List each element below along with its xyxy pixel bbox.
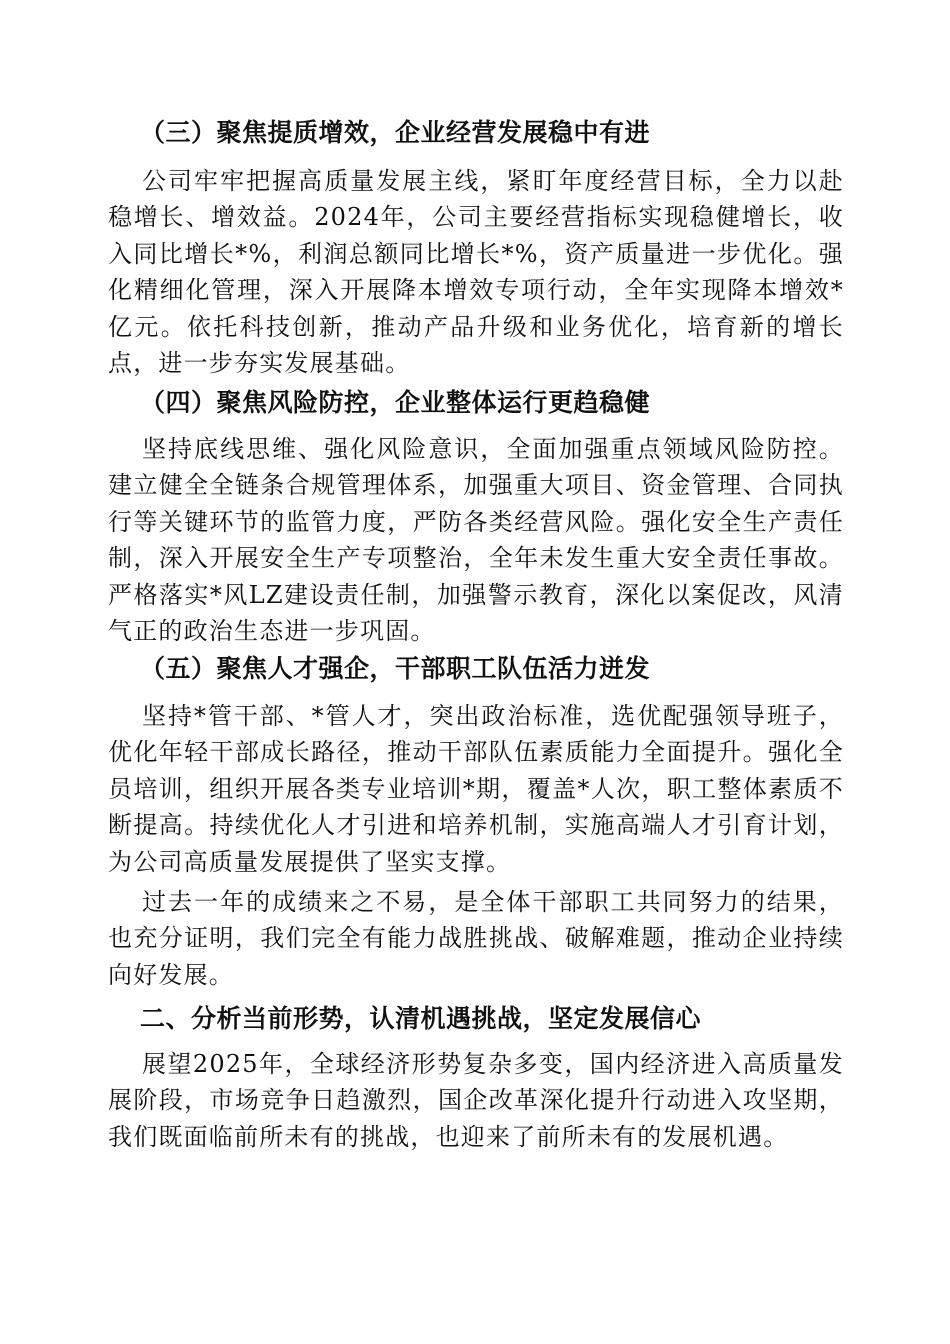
part-two-heading: 二、分析当前形势，认清机遇挑战，坚定发展信心 (140, 1004, 702, 1033)
section-heading-3: （三）聚焦提质增效，企业经营发展稳中有进 (140, 118, 651, 147)
section-paragraph-3: 公司牢牢把握高质量发展主线，紧盯年度经营目标，全力以赴稳增长、增效益。2024年，公司主要经营指标实现稳健增长，收入同比增长*%，利润总额同比增长*%，资产质量进一步优化。强化精细化管理，深入开展降本增效专项行动，全年实现降本增效*亿元。依托科技创新，推动产品升级和业务优化，培育新的增长点，进一步夯实发展基础。 (108, 167, 844, 378)
part-two-paragraph: 展望2025年，全球经济形势复杂多变，国内经济进入高质量发展阶段，市场竞争日趋激烈，国企改革深化提升行动进入攻坚期，我们既面临前所未有的挑战，也迎来了前所未有的发展机遇。 (108, 1050, 844, 1151)
section-heading-4: （四）聚焦风险防控，企业整体运行更趋稳健 (140, 388, 651, 417)
section-paragraph-4: 坚持底线思维、强化风险意识，全面加强重点领域风险防控。建立健全全链条合规管理体系，加强重大项目、资金管理、合同执行等关键环节的监管力度，严防各类经营风险。强化安全生产责任制，深入开展安全生产专项整治，全年未发生重大安全责任事故。严格落实*风LZ建设责任制，加强警示教育，深化以案促改，风清气正的政治生态进一步巩固。 (108, 435, 844, 646)
section-paragraph-5: 坚持*管干部、*管人才，突出政治标准，选优配强领导班子，优化年轻干部成长路径，推动干部队伍素质能力全面提升。强化全员培训，组织开展各类专业培训*期，覆盖*人次，职工整体素质不断提高。持续优化人才引进和培养机制，实施高端人才引育计划，为公司高质量发展提供了坚实支撑。 (108, 702, 844, 876)
section-heading-5: （五）聚焦人才强企，干部职工队伍活力迸发 (140, 654, 651, 683)
summary-paragraph: 过去一年的成绩来之不易，是全体干部职工共同努力的结果，也充分证明，我们完全有能力战胜挑战、破解难题，推动企业持续向好发展。 (108, 888, 844, 989)
